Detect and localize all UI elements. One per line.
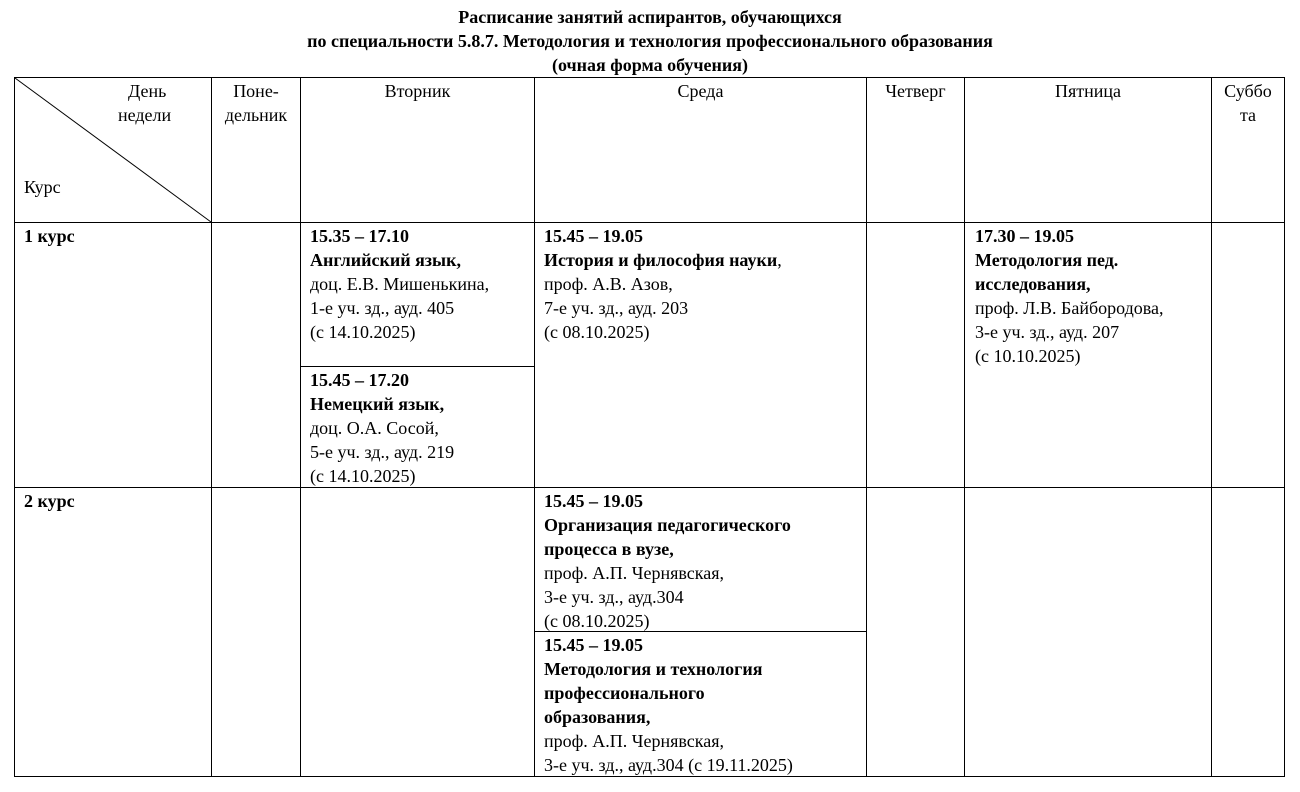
col-divider-4 bbox=[866, 77, 867, 777]
lesson-subject-line-2: профессионального bbox=[544, 683, 705, 703]
tuesday-split-divider bbox=[300, 366, 534, 367]
corner-label-week: недели bbox=[118, 105, 172, 125]
lesson-c1-wed-history-philosophy bbox=[544, 224, 782, 344]
lesson-teacher: доц. Е.В. Мишенькина, bbox=[310, 274, 490, 294]
lesson-subject: История и философия науки bbox=[544, 250, 778, 270]
lesson-subject-line-2: процесса в вузе, bbox=[544, 539, 674, 559]
lesson-subject-line-1: Методология и технология bbox=[544, 659, 763, 679]
lesson-start-date: (с 14.10.2025) bbox=[310, 322, 416, 342]
header-wednesday: Среда bbox=[677, 81, 724, 101]
lesson-time: 15.45 – 19.05 bbox=[544, 226, 643, 246]
lesson-teacher: проф. А.В. Азов, bbox=[544, 274, 673, 294]
schedule-table bbox=[14, 77, 1285, 777]
lesson-time: 15.35 – 17.10 bbox=[310, 226, 409, 246]
row-label-course-2: 2 курс bbox=[24, 491, 75, 511]
header-tuesday: Вторник bbox=[384, 81, 451, 101]
lesson-room: 7-е уч. зд., ауд. 203 bbox=[544, 298, 689, 318]
lesson-c2-wed-methodology-technology bbox=[544, 633, 793, 777]
lesson-room: 5-е уч. зд., ауд. 219 bbox=[310, 442, 455, 462]
lesson-subject-line bbox=[544, 248, 782, 272]
header-monday-line2: дельник bbox=[224, 105, 288, 125]
lesson-c1-fri-methodology bbox=[975, 224, 1164, 368]
lesson-subject: Немецкий язык, bbox=[310, 394, 445, 414]
header-saturday bbox=[1211, 79, 1285, 127]
lesson-subject: Английский язык, bbox=[310, 250, 461, 270]
col-divider-3 bbox=[534, 77, 535, 777]
lesson-subject-line-2: исследования, bbox=[975, 274, 1091, 294]
lesson-c2-wed-pedagogical-process bbox=[544, 489, 791, 633]
header-thursday: Четверг bbox=[885, 81, 946, 101]
row-label-course-1: 1 курс bbox=[24, 226, 75, 246]
lesson-start-date: (с 08.10.2025) bbox=[544, 322, 650, 342]
lesson-start-date: (с 10.10.2025) bbox=[975, 346, 1081, 366]
header-saturday-line2: та bbox=[1239, 105, 1257, 125]
lesson-teacher: проф. А.П. Чернявская, bbox=[544, 563, 725, 583]
title-line-3: (очная форма обучения) bbox=[551, 55, 749, 75]
lesson-start-date: (с 08.10.2025) bbox=[544, 611, 650, 631]
corner-label-course: Курс bbox=[24, 177, 61, 197]
header-saturday-line1: Суббо bbox=[1224, 81, 1272, 101]
col-divider-2 bbox=[300, 77, 301, 777]
col-divider-6 bbox=[1211, 77, 1212, 777]
lesson-room: 3-е уч. зд., ауд.304 bbox=[544, 587, 684, 607]
lesson-c1-tue-german bbox=[310, 368, 454, 488]
lesson-time: 17.30 – 19.05 bbox=[975, 226, 1074, 246]
lesson-time: 15.45 – 17.20 bbox=[310, 370, 409, 390]
title-line-1: Расписание занятий аспирантов, обучающихся bbox=[458, 7, 842, 27]
col-divider-5 bbox=[964, 77, 965, 777]
lesson-start-date: (с 14.10.2025) bbox=[310, 466, 416, 486]
lesson-teacher: доц. О.А. Сосой, bbox=[310, 418, 439, 438]
title-line-2: по специальности 5.8.7. Методология и технология профессионального образования bbox=[307, 31, 993, 51]
lesson-teacher: проф. Л.В. Байбородова, bbox=[975, 298, 1164, 318]
lesson-time: 15.45 – 19.05 bbox=[544, 635, 643, 655]
header-monday bbox=[211, 79, 301, 127]
document-title bbox=[0, 5, 1300, 77]
lesson-room: 1-е уч. зд., ауд. 405 bbox=[310, 298, 455, 318]
lesson-room-start: 3-е уч. зд., ауд.304 (с 19.11.2025) bbox=[544, 755, 793, 775]
table-border-right bbox=[1284, 77, 1285, 777]
lesson-time: 15.45 – 19.05 bbox=[544, 491, 643, 511]
lesson-subject-line-3: образования, bbox=[544, 707, 651, 727]
lesson-subject-line-1: Организация педагогического bbox=[544, 515, 791, 535]
lesson-subject-comma: , bbox=[777, 250, 782, 270]
corner-diagonal bbox=[14, 77, 212, 223]
lesson-teacher: проф. А.П. Чернявская, bbox=[544, 731, 725, 751]
corner-label-day: День bbox=[128, 81, 167, 101]
lesson-c1-tue-english bbox=[310, 224, 489, 344]
header-monday-line1: Поне- bbox=[233, 81, 279, 101]
course-row-divider bbox=[14, 487, 1285, 488]
header-friday: Пятница bbox=[1054, 81, 1122, 101]
lesson-subject-line-1: Методология пед. bbox=[975, 250, 1119, 270]
lesson-room: 3-е уч. зд., ауд. 207 bbox=[975, 322, 1120, 342]
